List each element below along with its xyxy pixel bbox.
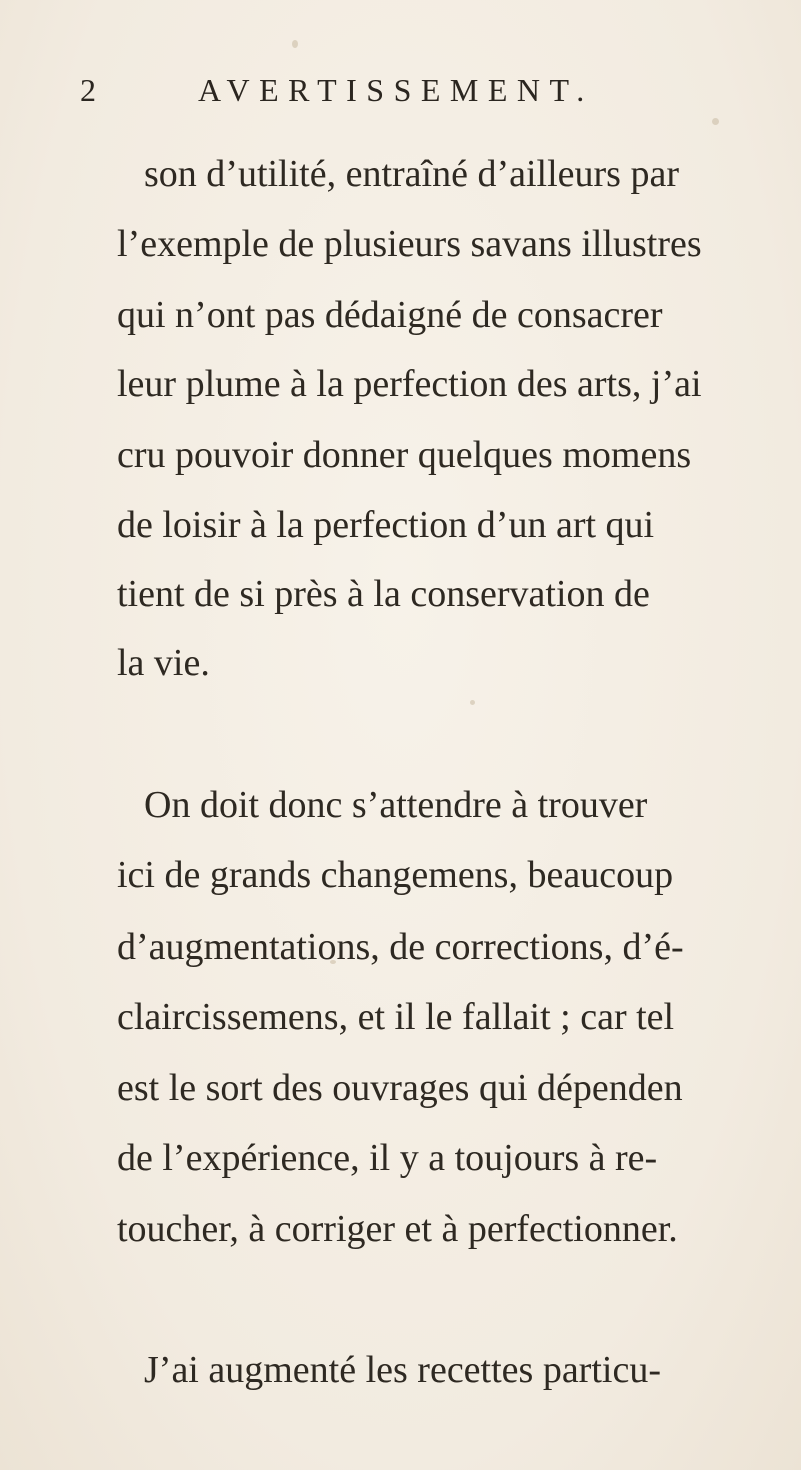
text-line: qui n’ont pas dédaigné de consacrer — [117, 294, 663, 336]
text-line: J’ai augmenté les recettes particu- — [144, 1349, 661, 1391]
text-line: de loisir à la perfection d’un art qui — [117, 504, 655, 546]
running-head: AVERTISSEMENT. — [198, 72, 594, 108]
page-header — [0, 70, 801, 110]
text-line: claircissemens, et il le fallait ; car tel — [117, 996, 675, 1038]
paper-speck — [470, 700, 475, 705]
page-number: 2 — [80, 72, 96, 108]
text-line: leur plume à la perfection des arts, j’ai — [117, 363, 702, 405]
text-line: de l’expérience, il y a toujours à re- — [117, 1137, 658, 1179]
paper-speck — [712, 118, 719, 125]
text-line: l’exemple de plusieurs savans illustres — [117, 223, 702, 265]
text-line: la vie. — [117, 642, 210, 684]
paper-speck — [292, 40, 298, 48]
text-line: On doit donc s’attendre à trouver — [144, 784, 648, 826]
text-line: ici de grands changemens, beaucoup — [117, 854, 674, 896]
text-line: d’augmentations, de corrections, d’é- — [117, 926, 684, 968]
text-line: toucher, à corriger et à perfectionner. — [117, 1208, 678, 1250]
text-line: cru pouvoir donner quelques momens — [117, 434, 692, 476]
text-line: est le sort des ouvrages qui dépenden — [117, 1067, 683, 1109]
text-line: tient de si près à la conservation de — [117, 573, 650, 615]
text-line: son d’utilité, entraîné d’ailleurs par — [144, 153, 679, 195]
